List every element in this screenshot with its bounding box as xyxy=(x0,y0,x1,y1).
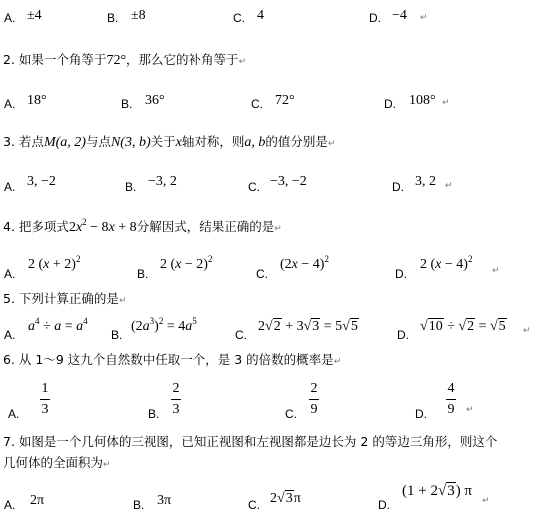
return-mark: ↵ xyxy=(445,181,453,191)
q4-option-c-label: C. xyxy=(256,267,268,281)
q3-option-b-value: −3, 2 xyxy=(148,174,177,189)
q3-option-c-value: −3, −2 xyxy=(270,174,307,189)
q5-option-c-label: C. xyxy=(235,328,247,342)
q4-polynomial: $2x^2 - 8x + 8$ xyxy=(68,217,137,235)
q4-option-b-label: B. xyxy=(137,267,149,281)
q6-option-b-fraction: 2 3 xyxy=(172,381,180,417)
q6-option-c-fraction: 2 9 xyxy=(310,381,318,417)
q2-option-c-label: C. xyxy=(251,97,263,111)
q3-option-d-value: 3, 2 xyxy=(415,174,436,189)
q7-option-d-value: (1 + 2√3) π xyxy=(402,483,473,499)
q1-option-b-label: B. xyxy=(107,11,119,25)
return-mark: ↵ xyxy=(442,98,450,108)
q5-option-a-label: A. xyxy=(4,328,16,342)
q3-option-d-label: D. xyxy=(392,180,404,194)
q4-option-a-label: A. xyxy=(4,267,16,281)
q5-option-a-value: $a^4 \div a = a^4$ xyxy=(28,316,88,334)
return-mark: ↵ xyxy=(482,496,490,506)
q7-option-c-value: 2√3π xyxy=(270,491,301,506)
q6-option-d-label: D. xyxy=(415,407,427,421)
q7-stem-line-1: 7. 如图是一个几何体的三视图，已知正视图和左视图都是边长为 2 的等边三角形，则这个 xyxy=(3,434,498,449)
q7-option-b-value: 3π xyxy=(157,493,172,508)
return-mark: ↵ xyxy=(466,405,474,415)
q2-option-a-value: 18° xyxy=(27,93,47,108)
q2-option-a-label: A. xyxy=(4,97,16,111)
q5-option-b-value: $(2a^3)^2 = 4a^5$ xyxy=(131,316,197,334)
q1-option-c-value: 4 xyxy=(257,8,264,23)
q6-stem: 6. 从 1～9 这九个自然数中任取一个，是 3 的倍数的概率是↵ xyxy=(3,352,342,367)
q2-option-b-value: 36° xyxy=(145,93,165,108)
q1-option-b-value: ±8 xyxy=(131,8,146,23)
q7-option-a-value: 2π xyxy=(30,493,45,508)
q5-stem: 5. 下列计算正确的是↵ xyxy=(3,291,127,306)
q6-option-a-label: A. xyxy=(8,407,20,421)
q7-option-d-label: D. xyxy=(378,498,390,512)
q2-option-d-label: D. xyxy=(384,97,396,111)
q2-stem: 2. 如果一个角等于72°，那么它的补角等于↵ xyxy=(3,52,247,68)
return-mark: ↵ xyxy=(492,266,500,276)
return-mark: ↵ xyxy=(523,326,531,336)
q4-option-d-label: D. xyxy=(395,267,407,281)
q3-option-c-label: C. xyxy=(248,180,260,194)
q7-option-c-label: C. xyxy=(248,498,260,512)
q4-option-d-value: 2 $(x - 4)^2$ xyxy=(420,254,473,272)
return-mark: ↵ xyxy=(420,13,428,23)
q6-option-d-fraction: 4 9 xyxy=(447,381,455,417)
q2-option-c-value: 72° xyxy=(275,93,295,108)
q4-option-c-value: $(2x - 4)^2$ xyxy=(280,254,329,272)
q3-option-b-label: B. xyxy=(125,180,137,194)
q5-option-d-value: √10 ÷ √2 = √5 xyxy=(420,319,506,334)
q1-option-a-label: A. xyxy=(4,11,16,25)
q2-option-b-label: B. xyxy=(121,97,133,111)
q5-option-d-label: D. xyxy=(397,328,409,342)
q6-option-c-label: C. xyxy=(285,407,297,421)
q3-option-a-value: 3, −2 xyxy=(27,174,56,189)
q7-stem-line-2: 几何体的全面积为↵ xyxy=(3,455,111,470)
q1-option-c-label: C. xyxy=(233,11,245,25)
q1-option-d-label: D. xyxy=(369,11,381,25)
q1-option-a-value: ±4 xyxy=(27,8,42,23)
q1-option-d-value: −4 xyxy=(392,8,407,23)
q2-option-d-value: 108° xyxy=(409,93,436,108)
q7-option-b-label: B. xyxy=(133,498,145,512)
q4-option-b-value: 2 $(x - 2)^2$ xyxy=(160,254,213,272)
q3-stem: 3. 若点M(a, 2)与点N(3, b)关于x轴对称，则a, b的值分别是↵ xyxy=(3,134,336,150)
q3-option-a-label: A. xyxy=(4,180,16,194)
q6-option-a-fraction: 1 3 xyxy=(41,381,49,417)
q6-option-b-label: B. xyxy=(148,407,160,421)
q5-option-b-label: B. xyxy=(111,328,123,342)
q5-option-c-value: 2√2 + 3√3 = 5√5 xyxy=(258,319,358,334)
q4-option-a-value: 2 $(x + 2)^2$ xyxy=(28,254,81,272)
q4-stem: 4. 把多项式$2x^2 - 8x + 8$分解因式，结果正确的是↵ xyxy=(3,217,282,235)
q7-option-a-label: A. xyxy=(4,498,16,512)
